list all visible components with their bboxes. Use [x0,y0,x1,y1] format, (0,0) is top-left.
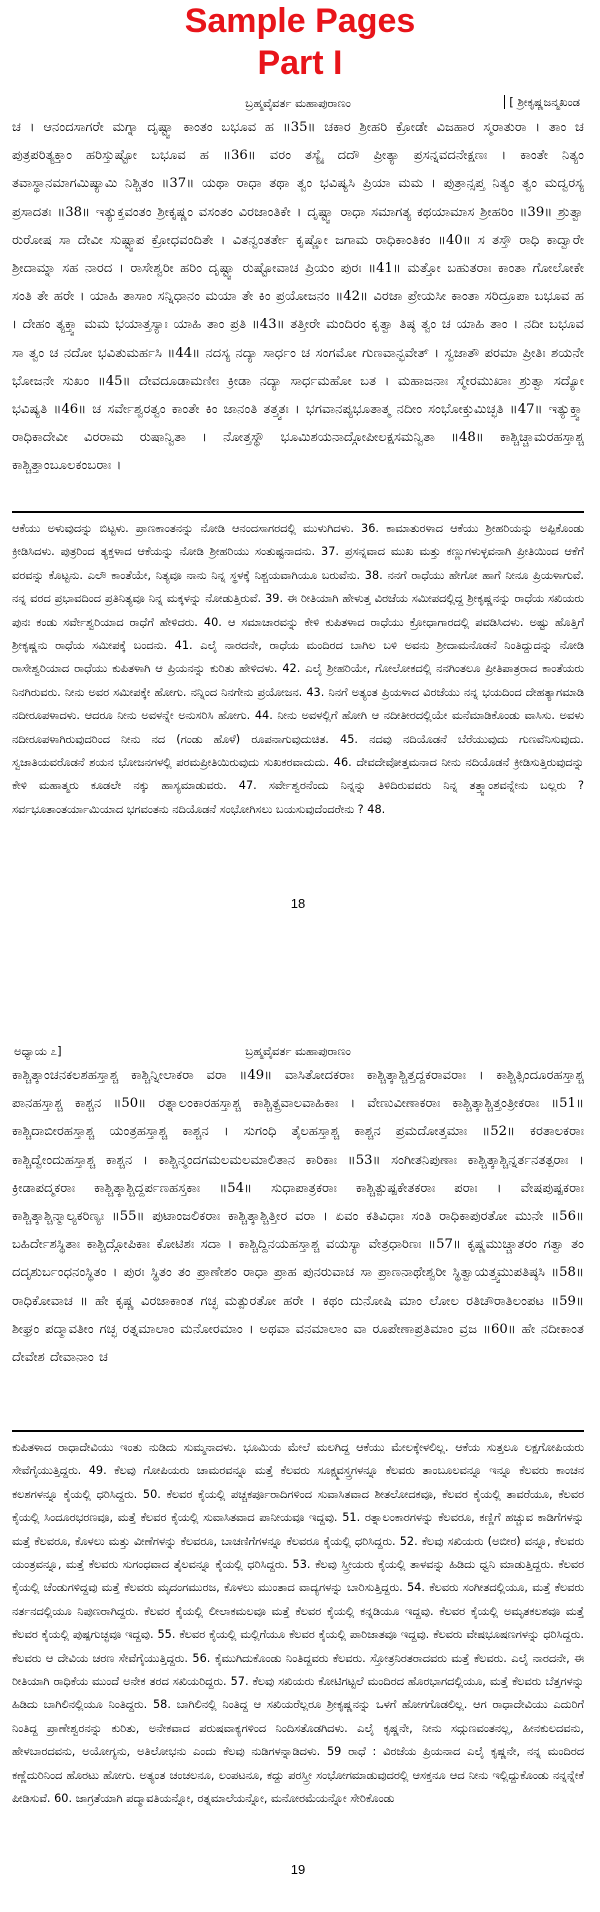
page-number: 19 [290,1862,306,1877]
page-18 [12,92,584,914]
running-header [12,92,584,114]
running-head-title: ಬ್ರಹ್ಮವೈವರ್ತ ಮಹಾಪುರಾಣಂ [245,96,351,110]
part-banner: Part I [257,44,343,82]
page-number: 18 [290,896,306,911]
section-label: [ ಶ್ರೀಕೃಷ್ಣಜನ್ಮಖಂಡ [504,95,584,109]
chapter-label: ಅಧ್ಯಾಯ ೭] [14,1044,62,1058]
page-19 [12,1040,584,1880]
running-head-title: ಬ್ರಹ್ಮವೈವರ್ತ ಮಹಾಪುರಾಣಂ [245,1044,351,1058]
sample-pages-banner: Sample Pages [184,2,416,40]
kannada-translation: ಆಕೆಯು ಅಳುವುದನ್ನು ಬಿಟ್ಟಳು. ಪ್ರಾಣಕಾಂತನನ್ನು ನೋಡಿ ಆನಂದಸಾಗರದಲ್ಲಿ ಮುಳುಗಿದಳು. 36. ಕಾಮಾತುರಳಾದ ಆಕೆಯು ಶ್ರೀಹರಿಯನ್ನು ಅಪ್ಪಿಕೊಂಡು ಕ್ರೀಡಿಸಿದಳು. ಪುತ್ರರಿಂದ ತ್ಯಕ್ತಳಾದ ಆಕೆಯನ್ನು ನೋಡಿ ಶ್ರೀಹರಿಯು ಸಂತುಷ್ಟನಾದನು. 37. ಪ್ರಸನ್ನವಾದ ಮುಖ ಮತ್ತು ಕಣ್ಣುಗಳುಳ್ಳವನಾಗಿ ಪ್ರೀತಿಯಿಂದ ಆಕೆಗೆ ವರವನ್ನು ಕೊಟ್ಟನು. ಎಲೌ ಕಾಂತೆಯೇ, ನಿತ್ಯವೂ ನಾನು ನಿನ್ನ ಸ್ಥಳಕ್ಕೆ ನಿಶ್ಚಯವಾಗಿಯೂ ಬರುವೆನು. 38. ನನಗೆ ರಾಧೆಯು ಹೇಗೋ ಹಾಗೆ ನೀನೂ ಪ್ರಿಯಳಾಗುವೆ. ನನ್ನ ವರದ ಪ್ರಭಾವದಿಂದ ಪ್ರತಿನಿತ್ಯವೂ ನಿನ್ನ ಮಕ್ಕಳನ್ನು ನೋಡುತ್ತಿರುವೆ. 39. ಈ ರೀತಿಯಾಗಿ ಹೇಳುತ್ತ ವಿರಜೆಯ ಸಮೀಪದಲ್ಲಿದ್ದ ಶ್ರೀಕೃಷ್ಣನನ್ನು ರಾಧೆಯ ಸಖಿಯರು ಪುನಃ ಕಂಡು ಸರ್ವೇಶ್ವರಿಯಾದ ರಾಧೆಗೆ ಹೇಳಿದರು. 40. ಆ ಸಮಾಚಾರವನ್ನು ಕೇಳಿ ಕುಪಿತಳಾದ ರಾಧೆಯು ಕ್ರೋಧಾಗಾರದಲ್ಲಿ ಪವಡಿಸಿದಳು. ಅಷ್ಟು ಹೊತ್ತಿಗೆ ಶ್ರೀಕೃಷ್ಣನು ರಾಧೆಯ ಸಮೀಪಕ್ಕೆ ಬಂದನು. 41. ಎಲೈ ನಾರದನೇ, ರಾಧೆಯ ಮಂದಿರದ ಬಾಗಿಲ ಬಳಿ ಅವನು ಶ್ರೀದಾಮನೊಡನೆ ನಿಂತಿದ್ದುದನ್ನು ನೋಡಿ ರಾಸೇಶ್ವರಿಯಾದ ರಾಧೆಯು ಕುಪಿತಳಾಗಿ ಆ ಪ್ರಿಯನನ್ನು ಕುರಿತು ಹೇಳಿದಳು. 42. ಎಲೈ ಶ್ರೀಹರಿಯೇ, ಗೋಲೋಕದಲ್ಲಿ ನನಗಿಂತಲೂ ಪ್ರೀತಿಪಾತ್ರರಾದ ಕಾಂತೆಯರು ನಿನಗಿರುವರು. ನೀನು ಅವರ ಸಮೀಪಕ್ಕೇ ಹೋಗು. ನನ್ನಿಂದ ನಿನಗೇನು ಪ್ರಯೋಜನ. 43. ನಿನಗೆ ಅತ್ಯಂತ ಪ್ರಿಯಳಾದ ವಿರಜೆಯು ನನ್ನ ಭಯದಿಂದ ದೇಹತ್ಯಾಗಮಾಡಿ ನದೀರೂಪಳಾದಳು. ಆದರೂ ನೀನು ಅವಳನ್ನೇ ಅನುಸರಿಸಿ ಹೋಗು. 44. ನೀನು ಅವಳಲ್ಲಿಗೆ ಹೋಗಿ ಆ ನದೀತೀರದಲ್ಲಿಯೇ ಮನೆಮಾಡಿಕೊಂಡು ವಾಸಿಸು. ಅವಳು ನದೀರೂಪಳಾಗಿರುವುದರಿಂದ ನೀನು ನದ (ಗಂಡು ಹೊಳೆ) ರೂಪನಾಗುವುದುಚಿತ. 45. ನದವು ನದಿಯೊಡನೆ ಬೆರೆಯುವುದು ಗುಣವೆನಿಸುವುದು. ಸ್ವಜಾತಿಯವರೊಡನೆ ಶಯನ ಭೋಜನಗಳಲ್ಲಿ ಪರಮಪ್ರೀತಿಯಿರುವುದು ಸುಖಕರವಾದುದು. 46. ದೇವದೇವೋತ್ತಮನಾದ ನೀನು ನದಿಯೊಡನೆ ಕ್ರೀಡಿಸುತ್ತಿರುವುದನ್ನು ಕೇಳಿ ಮಹಾತ್ಮರು ಕೂಡಲೇ ನಕ್ಕು ಹಾಸ್ಯಮಾಡುವರು. 47. ಸರ್ವೇಶ್ವರನೆಂದು ನಿನ್ನನ್ನು ತಿಳಿದಿರುವವರು ನಿನ್ನ ತತ್ತ್ವಾಂಶವನ್ನೇನು ಬಲ್ಲರು ? ಸರ್ವಭೂತಾಂತರ್ಯಾಮಿಯಾದ ಭಗವಂತನು ನದಿಯೊಡನೆ ಸಂಭೋಗಿಸಲು ಬಯಸುವುದೆಂದರೇನು ? 48. [12,522,584,816]
divider [12,1430,584,1432]
sanskrit-verses: ಕಾಶ್ಚಿತ್ಕಾಂಚನಕಲಶಹಸ್ತಾಶ್ಚ ಕಾಶ್ಚಿನ್ನೀಲಾಕರಾ ವರಾ ॥49॥ ವಾಸಿತೋದಕರಾಃ ಕಾಶ್ಚಿತ್ಕಾಶ್ಚಿತ್ತದ್ದಕರಾವರಾಃ । ಕಾಶ್ಚಿತ್ಸಿಂದೂರಹಸ್ತಾಶ್ಚ ಪಾನಹಸ್ತಾಶ್ಚ ಕಾಶ್ಚನ ॥50॥ ರತ್ನಾಲಂಕಾರಹಸ್ತಾಶ್ಚ ಕಾಶ್ಚಿತ್ಪ್ರವಾಲವಾಹಿಕಾಃ । ವೇಣುವೀಣಾಕರಾಃ ಕಾಶ್ಚಿತ್ಕಾಶ್ಚಿತ್ತಂತ್ರೀಕರಾಃ ॥51॥ ಕಾಶ್ಚಿದಾಬೀರಹಸ್ತಾಶ್ಚ ಯಂತ್ರಹಸ್ತಾಶ್ಚ ಕಾಶ್ಚನ । ಸುಗಂಧಿ ತೈಲಹಸ್ತಾಶ್ಚ ಕಾಶ್ಚನ ಪ್ರಮದೋತ್ತಮಾಃ ॥52॥ ಕರತಾಲಕರಾಃ ಕಾಶ್ಚಿದ್ವೇಂದುಹಸ್ತಾಶ್ಚ ಕಾಶ್ಚನ । ಕಾಶ್ಚಿನ್ಮಂದಗಮಲಮಲಮಾಲಿತಾನ ಕಾರಿಕಾಃ ॥53॥ ಸಂಗೀತನಿಪುಣಾಃ ಕಾಶ್ಚಿತ್ಕಾಶ್ಚಿನ್ನರ್ತನತತ್ಪರಾಃ । ಕ್ರೀಡಾಪದ್ಮಕರಾಃ ಕಾಶ್ಚಿತ್ಕಾಶ್ಚಿದ್ದರ್ಪಣಹಸ್ತಕಾಃ ॥54॥ ಸುಧಾಪಾತ್ರಕರಾಃ ಕಾಶ್ಚಿತ್ಪುಷ್ಪಕೇತಕರಾಃ ಪರಾಃ । ವೇಷಪುಷ್ಪಕರಾಃ ಕಾಶ್ಚಿತ್ಕಾಶ್ಚಿನ್ಮಾಲ್ಯಕರಿಣ್ಯಃ ॥55॥ ಪುಟಾಂಜಲಿಕರಾಃ ಕಾಶ್ಚಿತ್ಕಾಶ್ಚಿತ್ತೀರ ವರಾ । ಏವಂ ಕತಿವಿಧಾಃ ಸಂತಿ ರಾಧಿಕಾಪುರತೋ ಮುನೇ ॥56॥ ಬಹಿರ್ದೇಶಸ್ಥಿತಾಃ ಕಾಶ್ಚಿದ್ಗೋಪಿಕಾಃ ಕೋಟಿಶಃ ಸದಾ । ಕಾಶ್ಚಿದ್ದಿನಯಹಸ್ತಾಶ್ಚ ವಯಸ್ಯಾ ವೇತ್ರಧಾರಿಣಃ ॥57॥ ಕೃಷ್ಣಮುಚ್ಚಾತರಂ ಗತ್ವಾ ತಂ ದದೃಶುರ್ಬಂಧನಂಸ್ಥಿತಂ । ಪುರಃ ಸ್ಥಿತಂ ತಂ ಪ್ರಾಣೇಶಂ ರಾಧಾ ಪ್ರಾಹ ಪುನರುವಾಚ ಸಾ ಪ್ರಾಣನಾಥೇಶ್ವರೀ ಸ್ಥಿತ್ವಾಯತ್ತ್ವಮುಪತಿಷ್ಠಸಿ ॥58॥ ರಾಧಿಕೋವಾಚ ॥ ಹೇ ಕೃಷ್ಣ ವಿರಜಾಕಾಂತ ಗಚ್ಛ ಮತ್ಪುರತೋ ಹರೇ । ಕಥಂ ದುನೋಷಿ ಮಾಂ ಲೋಲ ರತಿಚೌರಾತಿಲಂಪಟ ॥59॥ ಶೀಘ್ರಂ ಪದ್ಮಾವತೀಂ ಗಚ್ಛ ರತ್ನಮಾಲಾಂ ಮನೋರಮಾಂ । ಅಥವಾ ವನಮಾಲಾಂ ವಾ ರೂಪೇಣಾಪ್ರತಿಮಾಂ ವ್ರಜ ॥60॥ ಹೇ ನದೀಕಾಂತ ದೇವೇಶ ದೇವಾನಾಂ ಚ [12,1068,584,1366]
kannada-translation: ಕುಪಿತಳಾದ ರಾಧಾದೇವಿಯು ಇಂತು ನುಡಿದು ಸುಮ್ಮನಾದಳು. ಭೂಮಿಯ ಮೇಲೆ ಮಲಗಿದ್ದ ಆಕೆಯು ಮೇಲಕ್ಕೇಳಲಿಲ್ಲ. ಆಕೆಯ ಸುತ್ತಲೂ ಲಕ್ಷಗೋಪಿಯರು ಸೇವೆಗೈಯುತ್ತಿದ್ದರು. 49. ಕೆಲವು ಗೋಪಿಯರು ಚಾಮರವನ್ನೂ ಮತ್ತೆ ಕೆಲವರು ಸೂಕ್ಷ್ಮವಸ್ತ್ರಗಳನ್ನೂ ಕೆಲವರು ತಾಂಬೂಲವನ್ನೂ ಇನ್ನೂ ಕೆಲವರು ಕಾಂಚನ ಕಲಶಗಳನ್ನೂ ಕೈಯಲ್ಲಿ ಧರಿಸಿದ್ದರು. 50. ಕೆಲವರ ಕೈಯಲ್ಲಿ ಪಚ್ಚಕರ್ಪೂರಾದಿಗಳಿಂದ ಸುವಾಸಿತವಾದ ಶೀತಲೋದಕವೂ, ಕೆಲವರ ಕೈಯಲ್ಲಿ ತಾವರೆಯೂ, ಕೆಲವರ ಕೈಯಲ್ಲಿ ಸಿಂದೂರಭರಣವೂ, ಮತ್ತೆ ಕೆಲವರ ಕೈಯಲ್ಲಿ ಸುವಾಸಿತವಾದ ಪಾನೀಯವೂ ಇದ್ದವು. 51. ರತ್ನಾಲಂಕಾರಗಳನ್ನು ಕೆಲವರೂ, ಕಣ್ಣಿಗೆ ಹಚ್ಚುವ ಕಾಡಿಗೆಗಳನ್ನು ಮತ್ತೆ ಕೆಲವರೂ, ಕೊಳಲು ಮತ್ತು ವೀಣೆಗಳನ್ನು ಕೆಲವರೂ, ಬಾಚಣಿಗೆಗಳನ್ನೂ ಕೆಲವರೂ ಕೈಯಲ್ಲಿ ಧರಿಸಿದ್ದರು. 52. ಕೆಲವು ಸಖಿಯರು (ಅಬೀರ) ವನ್ನೂ, ಕೆಲವರು ಯಂತ್ರವನ್ನೂ, ಮತ್ತೆ ಕೆಲವರು ಸುಗಂಧವಾದ ತೈಲವನ್ನೂ ಕೈಯಲ್ಲಿ ಧರಿಸಿದ್ದರು. 53. ಕೆಲವು ಸ್ತ್ರೀಯರು ಕೈಯಲ್ಲಿ ತಾಳವನ್ನು ಹಿಡಿದು ಧ್ವನಿ ಮಾಡುತ್ತಿದ್ದರು. ಕೆಲವರ ಕೈಯಲ್ಲಿ ಚೆಂಡುಗಳಿದ್ದವು ಮತ್ತೆ ಕೆಲವರು ಮೃದಂಗಮುರಜ, ಕೊಳಲು ಮುಂತಾದ ವಾದ್ಯಗಳನ್ನು ಬಾರಿಸುತ್ತಿದ್ದರು. 54. ಕೆಲವರು ಸಂಗೀತದಲ್ಲಿಯೂ, ಮತ್ತೆ ಕೆಲವರು ನರ್ತನದಲ್ಲಿಯೂ ನಿಪುಣರಾಗಿದ್ದರು. ಕೆಲವರ ಕೈಯಲ್ಲಿ ಲೀಲಾಕಮಲವೂ ಮತ್ತೆ ಕೆಲವರ ಕೈಯಲ್ಲಿ ಕನ್ನಡಿಯೂ ಇದ್ದವು. ಕೆಲವರ ಕೈಯಲ್ಲಿ ಅಮೃತಕಲಶವೂ ಮತ್ತೆ ಕೆಲವರ ಕೈಯಲ್ಲಿ ಪುಷ್ಪಗುಚ್ಛವೂ ಇದ್ದವು. 55. ಕೆಲವರ ಕೈಯಲ್ಲಿ ಮಲ್ಲಿಗೆಯೂ ಕೆಲವರ ಕೈಯಲ್ಲಿ ಪಾರಿಜಾತವೂ ಇದ್ದವು. ಕೆಲವರು ವೇಷಭೂಷಣಗಳನ್ನು ಧರಿಸಿದ್ದರು. ಕೆಲವರು ಆ ದೇವಿಯ ಚರಣ ಸೇವೆಗೈಯುತ್ತಿದ್ದರು. 56. ಕೈಮುಗಿದುಕೊಂಡು ನಿಂತಿದ್ದವರು ಕೆಲವರು. ಸ್ತೋತ್ರನಿರತರಾದವರು ಮತ್ತೆ ಕೆಲವರು. ಎಲೈ ನಾರದನೇ, ಈ ರೀತಿಯಾಗಿ ರಾಧಿಕೆಯ ಮುಂದೆ ಅನೇಕ ತರದ ಸಖಿಯರಿದ್ದರು. 57. ಕೆಲವು ಸಖಿಯರು ಕೋಟಿಗಟ್ಟಲೆ ಮಂದಿರದ ಹೊರಭಾಗದಲ್ಲಿಯೂ, ಮತ್ತೆ ಕೆಲವರು ಬೆತ್ತಗಳನ್ನು ಹಿಡಿದು ಬಾಗಿಲಿನಲ್ಲಿಯೂ ನಿಂತಿದ್ದರು. 58. ಬಾಗಿಲಿನಲ್ಲಿ ನಿಂತಿದ್ದ ಆ ಸಖಿಯರೆಲ್ಲರೂ ಶ್ರೀಕೃಷ್ಣನನ್ನು ಒಳಗೆ ಹೋಗಗೊಡಲಿಲ್ಲ. ಆಗ ರಾಧಾದೇವಿಯು ಎದುರಿಗೆ ನಿಂತಿದ್ದ ಪ್ರಾಣೇಶ್ವರನನ್ನು ಕುರಿತು, ಅನೇಕವಾದ ಪರುಷವಾಕ್ಯಗಳಿಂದ ನಿಂದಿಸತೊಡಗಿದಳು. ಎಲೈ ಕೃಷ್ಣನೇ, ನೀನು ಸದ್ಗುಣವಂತನಲ್ಲ, ಹೀನಕುಲದವನು, ಹೇಳಬಾರದವನು, ಅಯೋಗ್ಯನು, ಅತಿಲೋಭನು ಎಂದು ಕೆಲವು ನುಡಿಗಳನ್ನಾಡಿದಳು. 59 ರಾಧೆ : ವಿರಜೆಯ ಪ್ರಿಯನಾದ ಎಲೈ ಕೃಷ್ಣನೇ, ನನ್ನ ಮಂದಿರದ ಕಣ್ಣೆದುರಿನಿಂದ ಹೊರಟು ಹೋಗು. ಅತ್ಯಂತ ಚಂಚಲನೂ, ಲಂಪಟನೂ, ಕದ್ದು ಪರಸ್ತ್ರೀ ಸಂಭೋಗಮಾಡುವುದರಲ್ಲಿ ಆಸಕ್ತನೂ ಆದ ನೀನು ಇಲ್ಲಿದ್ದುಕೊಂಡು ನನ್ನನ್ನೇಕೆ ಪೀಡಿಸುವೆ. 60. ಜಾಗ್ರತೆಯಾಗಿ ಪದ್ಮಾವತಿಯನ್ನೋ, ರತ್ನಮಾಲೆಯನ್ನೋ, ಮನೋರಮೆಯನ್ನೋ ಸೇರಿಕೊಂಡು [12,1441,584,1806]
sanskrit-verses: ಚ । ಆನಂದಸಾಗರೇ ಮಗ್ನಾ ದೃಷ್ಟ್ವಾ ಕಾಂತಂ ಬಭೂವ ಹ ॥35॥ ಚಕಾರ ಶ್ರೀಹರಿ ಕ್ರೋಡೇ ವಿಜಹಾರ ಸ್ಮರಾತುರಾ । ತಾಂ ಚ ಪುತ್ರಪರಿತ್ಯಕ್ತಾಂ ಹರಿಸ್ತುಷ್ಟೋ ಬಭೂವ ಹ ॥36॥ ವರಂ ತಸ್ಯೈ ದದೌ ಪ್ರೀತ್ಯಾ ಪ್ರಸನ್ನವದನೇಕ್ಷಣಃ । ಕಾಂತೇ ನಿತ್ಯಂ ತವಾಸ್ಥಾನಮಾಗಮಿಷ್ಯಾಮಿ ನಿಶ್ಚಿತಂ ॥37॥ ಯಥಾ ರಾಧಾ ತಥಾ ತ್ವಂ ಭವಿಷ್ಯಸಿ ಪ್ರಿಯಾ ಮಮ । ಪುತ್ರಾನ್ಸಪ್ತ ನಿತ್ಯಂ ತ್ವಂ ಮದ್ವರಸ್ಯ ಪ್ರಸಾದತಃ ॥38॥ ಇತ್ಯುಕ್ತವಂತಂ ಶ್ರೀಕೃಷ್ಣಂ ವಸಂತಂ ವಿರಜಾಂತಿಕೇ । ದೃಷ್ಟ್ವಾ ರಾಧಾ ಸಮಾಗತ್ಯ ಕಥಯಾಮಾಸ ಶ್ರೀಹರಿಂ ॥39॥ ಶ್ರುತ್ವಾ ರುರೋಷ ಸಾ ದೇವೀ ಸುಷ್ಟ್ವಾಪ ಕ್ರೋಧವಂದಿತೇ । ವಿತನ್ವಂತರ್ತೇ ಕೃಷ್ಣೋ ಜಗಾಮ ರಾಧಿಕಾಂತಿಕಂ ॥40॥ ಸ ತಸ್ತೌ ರಾಧಿ ಕಾದ್ವಾರೇ ಶ್ರೀದಾಮ್ನಾ ಸಹ ನಾರದ । ರಾಸೇಶ್ವರೀ ಹರಿಂ ದೃಷ್ಟ್ವಾ ರುಷ್ಟೋವಾಚ ಪ್ರಿಯಂ ಪುರಃ ॥41॥ ಮತ್ತೋ ಬಹುತರಾಃ ಕಾಂತಾ ಗೋಲೋಕೇ ಸಂತಿ ತೇ ಹರೇ । ಯಾಹಿ ತಾಸಾಂ ಸನ್ನಿಧಾನಂ ಮಯಾ ತೇ ಕಿಂ ಪ್ರಯೋಜನಂ ॥42॥ ವಿರಜಾ ಪ್ರೇಯಸೀ ಕಾಂತಾ ಸರಿದ್ರೂಪಾ ಬಭೂವ ಹ । ದೇಹಂ ತ್ಯಕ್ತ್ವಾ ಮಮ ಭಯಾತ್ತಸ್ಯಾಃ ಯಾಹಿ ತಾಂ ಪ್ರತಿ ॥43॥ ತತ್ತೀರೇ ಮಂದಿರಂ ಕೃತ್ವಾ ತಿಷ್ಠ ತ್ವಂ ಚ ಯಾಹಿ ತಾಂ । ನದೀ ಬಭೂವ ಸಾ ತ್ವಂ ಚ ನದೋ ಭವಿತುಮರ್ಹಸಿ ॥44॥ ನದಸ್ಯ ನದ್ಯಾ ಸಾರ್ಧಂ ಚ ಸಂಗಮೋ ಗುಣವಾನ್ಭವೇತ್ । ಸ್ವಜಾತೌ ಪರಮಾ ಪ್ರೀತಿಃ ಶಯನೇ ಭೋಜನೇ ಸುಖಂ ॥45॥ ದೇವದೂಡಾಮಣೀಃ ಕ್ರೀಡಾ ನದ್ಯಾ ಸಾರ್ಧಮಹೋ ಬತ । ಮಹಾಜನಾಃ ಸ್ಮೇರಮುಖಾಃ ಶ್ರುತ್ವಾ ಸದ್ಯೋ ಭವಿಷ್ಯತಿ ॥46॥ ಚ ಸರ್ವೇಶ್ವರತ್ವಂ ಕಾಂತೇ ಕಿಂ ಜಾನಂತಿ ತತ್ತ್ವತಃ । ಭಗವಾನಪ್ಯಭೂತಾತ್ಮ ನದೀಂ ಸಂಭೋಕ್ತುಮಿಚ್ಛತಿ ॥47॥ ಇತ್ಯುಕ್ತ್ವಾ ರಾಧಿಕಾದೇವೀ ವಿರರಾಮ ರುಷಾನ್ವಿತಾ । ನೋತ್ತಸ್ಥೌ ಭೂಮಿಶಯನಾದ್ಗೋಪೀಲಕ್ಷಸಮನ್ವಿತಾ ॥48॥ ಕಾಶ್ಚಿಚ್ಚಾಮರಹಸ್ತಾಶ್ಚ ಕಾಶ್ಚಿತ್ತಾಂಬೂಲಕಂಬರಾಃ । [12,120,584,474]
divider [12,511,584,513]
running-header [12,1040,584,1062]
